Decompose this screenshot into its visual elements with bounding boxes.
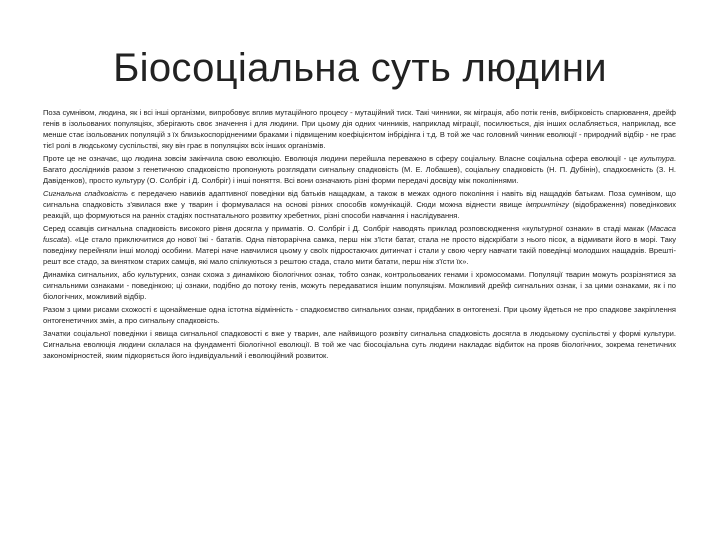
slide-body-text bbox=[43, 107, 676, 363]
paragraph-text: . Багато дослідників разом з генетичною спадковістю пропонують розглядати сигнальну спадковість (М. Е. Лобашев), соціальну спадковість (Н. П. Дубінін), спадкоємність (З. Н. Давіденков), просто культуру (О. Солбріг і Д. Солбріг) і інші поняття. Всі вони означають різні форми передачі досвіду між поколіннями. bbox=[43, 154, 676, 185]
body-paragraph-4 bbox=[43, 223, 676, 267]
emphasized-term: Сигнальна спадковість bbox=[43, 189, 129, 198]
body-paragraph-3 bbox=[43, 188, 676, 221]
body-paragraph-7 bbox=[43, 328, 676, 361]
paragraph-text: Проте це не означає, що людина зовсім закінчила свою еволюцію. Еволюція людини перейшла переважно в сферу соціальну. Власне соціальна сфера еволюції - це bbox=[43, 154, 641, 163]
body-paragraph-2 bbox=[43, 153, 676, 186]
paragraph-text: Поза сумнівом, людина, як і всі інші організми, випробовує вплив мутаційного процесу - мутаційний тиск. Такі чинники, як міграція, або потік генів, вибірковість спарювання, дрейф генів в ізольованих популяціях, зберігають своє значення і для людини. При цьому дія одних чинників, наприклад міграції, посилюється, дія інших ослабляється, наприклад, все менше стає ізольованих популяцій з їх близькоспорідненими браками і підвищеним коефіцієнтом інбрідінга і т.д. В той же час головний чинник еволюції - природний відбір - не грає тієї ролі в людському суспільстві, яку він грає в популяціях всіх інших організмів. bbox=[43, 108, 676, 150]
body-paragraph-6 bbox=[43, 304, 676, 326]
paragraph-text: Разом з цими рисами схожості є щонайменше одна істотна відмінність - спадкоємство сигнальних ознак, придбаних в онтогенезі. При цьому йдеться не про спадкове закріплення онтогенетичних змін, а про сигнальну спадковість. bbox=[43, 305, 676, 325]
body-paragraph-5 bbox=[43, 269, 676, 302]
slide-title: Біосоціальна суть людини bbox=[113, 46, 607, 90]
emphasized-term: імпринтінгу bbox=[525, 200, 569, 209]
paragraph-text: є передачею навиків адаптивної поведінки від батьків нащадкам, а також в межах одного покоління і навіть від нащадків батькам. Поза сумнівом, що сигнальна спадковість з'явилася вже у тварин і формувалася на основі різних способів комунікацій. Сюди можна віднести явище bbox=[43, 189, 676, 209]
paragraph-text: Зачатки соціальної поведінки і явища сигнальної спадковості є вже у тварин, але найвищого розквіту сигнальна спадковість досягла в людському суспільстві у формі культури. Сигнальна еволюція людини склалася на фундаменті біологічної еволюції. В той же час біосоціальна суть людини накладає відбиток на прояв біологічних, зокрема генетичних закономірностей, яким підкоряється його індивідуальний і еволюційний розвиток. bbox=[43, 329, 676, 360]
body-paragraph-1 bbox=[43, 107, 676, 151]
emphasized-term: культура bbox=[640, 154, 674, 163]
paragraph-text: ). «Це стало приключитися до нової їжі - бататів. Одна півторарічна самка, перш ніж з'їсти батат, стала не просто відскрібати з нього пісок, а відмивати його в морі. Таку поведінку перейняли інші молоді особини. Матері наче навчилися цьому у своїх підростаючих дитинчат і стали у свою чергу навчати такій поведінці молодших нащадків. Врешті-решт все стадо, за винятком старих самців, які мало спілкуються з рештою стада, стало мити батати, перш ніж з'їсти їх». bbox=[43, 235, 676, 266]
paragraph-text: Динаміка сигнальних, або культурних, ознак схожа з динамікою біологічних ознак, тобто ознак, контрольованих генами і хромосомами. Популяції тварин можуть розрізнятися за сигнальними ознаками - поведінкою; ці ознаки, подібно до потоку генів, можуть передаватися іншим популяціям. Можливий дрейф сигнальних ознак, і за цими ознаками, як і по біологічних, можливий відбір. bbox=[43, 270, 676, 301]
paragraph-text: (відображення) поведінкових реакцій, що формуються на ранніх стадіях постнатального розвитку хребетних, різні способи навчання і наслідування. bbox=[43, 200, 676, 220]
paragraph-text: Серед ссавців сигнальна спадковість високого рівня досягла у приматів. О. Солбріг і Д. Солбріг наводять приклад розповсюдження «культурної ознаки» в стаді макак ( bbox=[43, 224, 650, 233]
emphasized-term: Macaca fuscata bbox=[43, 224, 676, 244]
